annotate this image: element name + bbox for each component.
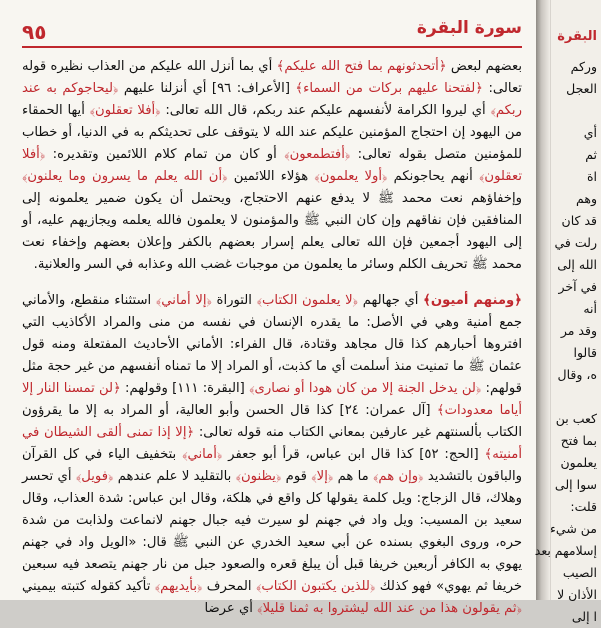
facing-page-line: ا إلى [571, 609, 597, 624]
quran-quote: ﴿أفتطمعون﴾ [284, 147, 351, 162]
tafsir-body [22, 56, 523, 616]
quran-quote: ﴿إلا﴾ [311, 469, 334, 484]
facing-page-line: في آخر [558, 279, 597, 294]
quran-quote: ﴿يظنون﴾ [235, 469, 282, 484]
surah-title: سورة البقرة [416, 18, 522, 38]
facing-page-line: يعلمون [560, 455, 597, 470]
facing-page-line: الله إلى [557, 257, 597, 272]
facing-page-line: بما فتح [560, 433, 597, 448]
facing-page-line: أي [583, 125, 597, 140]
page-header [22, 16, 522, 50]
facing-page-line: من شيء [550, 521, 597, 536]
facing-page-line: سوا إلى [554, 477, 597, 492]
facing-page-line: قد كان [561, 213, 597, 228]
page-number: ٩٥ [22, 20, 47, 44]
facing-page-lines [534, 56, 597, 628]
paragraph-2-text: أي جهالهم ﴿لا يعلمون الكتاب﴾ التوراة ﴿إلا أماني﴾ استثناء منقطع، والأماني جمع أمنية وهي في الأصل: ما يقدره الإنسان في نفسه من منى والمراد الأكاذيب التي افتروها أحبارهم كذا قال مجاهد وقتادة، قال الفراء: الأماني الأحاديث المفتعلة ومنه قول عثمان ﷺ ما تمنيت منذ أسلمت أي ما كذبت، أو المراد إلا ما تمناه أنفسهم من غير حجة مثل قولهم: ﴿لن يدخل الجنة إلا من كان هودا أو نصارى﴾ [البقرة: ١١١] وقولهم: ﴿لن تمسنا النار إلا أياما معدودات﴾ [آل عمران: ٢٤] كذا قال الحسن وأبو العالية، أو المراد به إلا ما يقرؤون الكتاب بألسنتهم غير عارفين بمعاني الكتاب منه قوله تعالى: ﴿إلا إذا تمنى ألقى الشيطان في أمنيته﴾ [الحج: ٥٢] كذا قال ابن عباس، قرأ أبو جعفر ﴿أماني﴾ بتخفيف الياء في كل القرآن والباقون بالتشديد ﴿وإن هم﴾ ما هم ﴿إلا﴾ قوم ﴿يظنون﴾ بالتقليد لا علم عندهم ﴿فويل﴾ أي تحسر وهلاك، قال الزجاج: ويل كلمة يقولها كل واقع في هلكة، وقال ابن عباس: شدة العذاب، وقال سعيد بن المسيب: ويل واد في جهنم لو سيرت فيه جبال جهنم لانماعت ولذابت من شدة حره، وروى البغوي بسنده عن أبي سعيد الخدري عن النبي ﷺ قال: «الويل واد في جهنم يهوي به الكافر أربعين خريفا قبل أن يبلغ قعره والصعود جبل من نار جهنم يتصعد فيه سبعين خريفا ثم يهوي» فهو كذلك ﴿للذين يكتبون الكتاب﴾ المحرف ﴿بأيديهم﴾ تأكيد كقوله كتبته بيميني ﴿ثم يقولون هذا من عند الله ليشتروا به ثمنا قليلا﴾ أي عرضا [22, 293, 523, 616]
paragraph-1: بعضهم لبعض ﴿أتحدثونهم بما فتح الله عليكم﴾ أي بما أنزل الله عليكم من العذاب نظيره قوله تعالى: ﴿لفتحنا عليهم بركات من السماء﴾ [الأعراف: ٩٦] أي أنزلنا عليهم ﴿ليحاجوكم به عند ربكم﴾ أي ليروا الكرامة لأنفسهم عليكم عند ربكم، قال الله تعالى: ﴿أفلا تعقلون﴾ أيها الحمقاء من اليهود إن احتجاج المؤمنين عليكم عند الله لا يتوقف على تحديثكم به في الدنيا، أو خطاب للمؤمنين متصل بقوله تعالى: ﴿أفتطمعون﴾ أو كان من تمام كلام اللائمين وتقديره: ﴿أفلا تعقلون﴾ أنهم يحاجونكم ﴿أولا يعلمون﴾ هؤلاء اللائمين ﴿أن الله يعلم ما يسرون وما يعلنون﴾ وإخفاؤهم نعت محمد ﷺ لا يدفع عنهم الاحتجاج، ويحتمل أن يكون ضمير يعلمونه إلى المنافقين فإن نفاقهم وإن كان النبي ﷺ والمؤمنون لا يعلمون فالله يعلمه ويجازيهم عليه، أو إلى اليهود أجمعين فإن الله تعالى يعلم إسرار بعضهم بالكفر وإعلان بعضهم وإخفاء نعت محمد ﷺ تحريف الكلم وسائر ما يعلمون من موجبات غضب الله وعذابه في السر والعلانية. [22, 59, 522, 272]
facing-page [534, 0, 601, 624]
quran-quote: ﴿أن الله يعلم ما يسرون وما يعلنون﴾ [22, 169, 228, 184]
quran-quote: ﴿لن تمسنا النار إلا أياما معدودات﴾ [22, 381, 523, 418]
facing-page-line [551, 386, 597, 408]
quran-quote: ﴿لن يدخل الجنة إلا من كان هودا أو نصارى﴾ [249, 381, 482, 396]
facing-page-line: أنه [583, 301, 597, 316]
facing-page-line: الأذان لا [557, 587, 597, 602]
quran-quote: ﴿ثم يقولون هذا من عند الله ليشتروا به ثمنا قليلا﴾ [257, 601, 522, 616]
facing-page-line [551, 100, 597, 122]
facing-page-header: البقرة [557, 29, 597, 44]
quran-quote: ﴿أتحدثونهم بما فتح الله عليكم﴾ [276, 59, 447, 74]
quran-quote: ﴿لا يعلمون الكتاب﴾ [256, 293, 359, 308]
quran-quote: ﴿أفلا تعقلون﴾ [22, 147, 522, 184]
paragraph-2 [22, 290, 522, 620]
facing-page-line: ثم [585, 147, 597, 162]
header-rule [22, 46, 522, 48]
quran-quote: ﴿لفتحنا عليهم بركات من السماء﴾ [295, 81, 484, 96]
verse-lead: ﴿ومنهم أميون﴾ [423, 293, 522, 308]
quran-quote: ﴿وإن هم﴾ [373, 469, 424, 484]
facing-page-line: قالوا [573, 345, 597, 360]
quran-quote: ﴿بأيديهم﴾ [154, 579, 203, 594]
facing-page-line: وهم [576, 191, 597, 206]
quran-quote: ﴿للذين يكتبون الكتاب﴾ [255, 579, 376, 594]
facing-page-line: ه، وقال [557, 367, 597, 382]
facing-page-line: الصيب [562, 565, 597, 580]
facing-page-line: وركم [570, 59, 597, 74]
quran-quote: ﴿أماني﴾ [182, 447, 223, 462]
facing-page-text [534, 26, 597, 628]
facing-page-line: وقد مر [560, 323, 597, 338]
facing-page-line: إسلامهم بعد [534, 543, 597, 558]
facing-page-line: اة [586, 169, 597, 184]
facing-page-line: كعب بن [555, 411, 597, 426]
quran-quote: ﴿فويل﴾ [75, 469, 114, 484]
quran-quote: ﴿أفلا تعقلون﴾ [89, 103, 161, 118]
facing-page-line: العجل [566, 81, 597, 96]
quran-quote: ﴿ليحاجوكم به عند ربكم﴾ [22, 81, 522, 118]
book-spine [536, 0, 550, 600]
quran-quote: ﴿أولا يعلمون﴾ [314, 169, 388, 184]
quran-quote: ﴿إلا إذا تمنى ألقى الشيطان في أمنيته﴾ [22, 425, 522, 462]
facing-page-line: قلت: [570, 499, 597, 514]
facing-page-line: رلت في [554, 235, 597, 250]
quran-quote: ﴿إلا أماني﴾ [155, 293, 212, 308]
